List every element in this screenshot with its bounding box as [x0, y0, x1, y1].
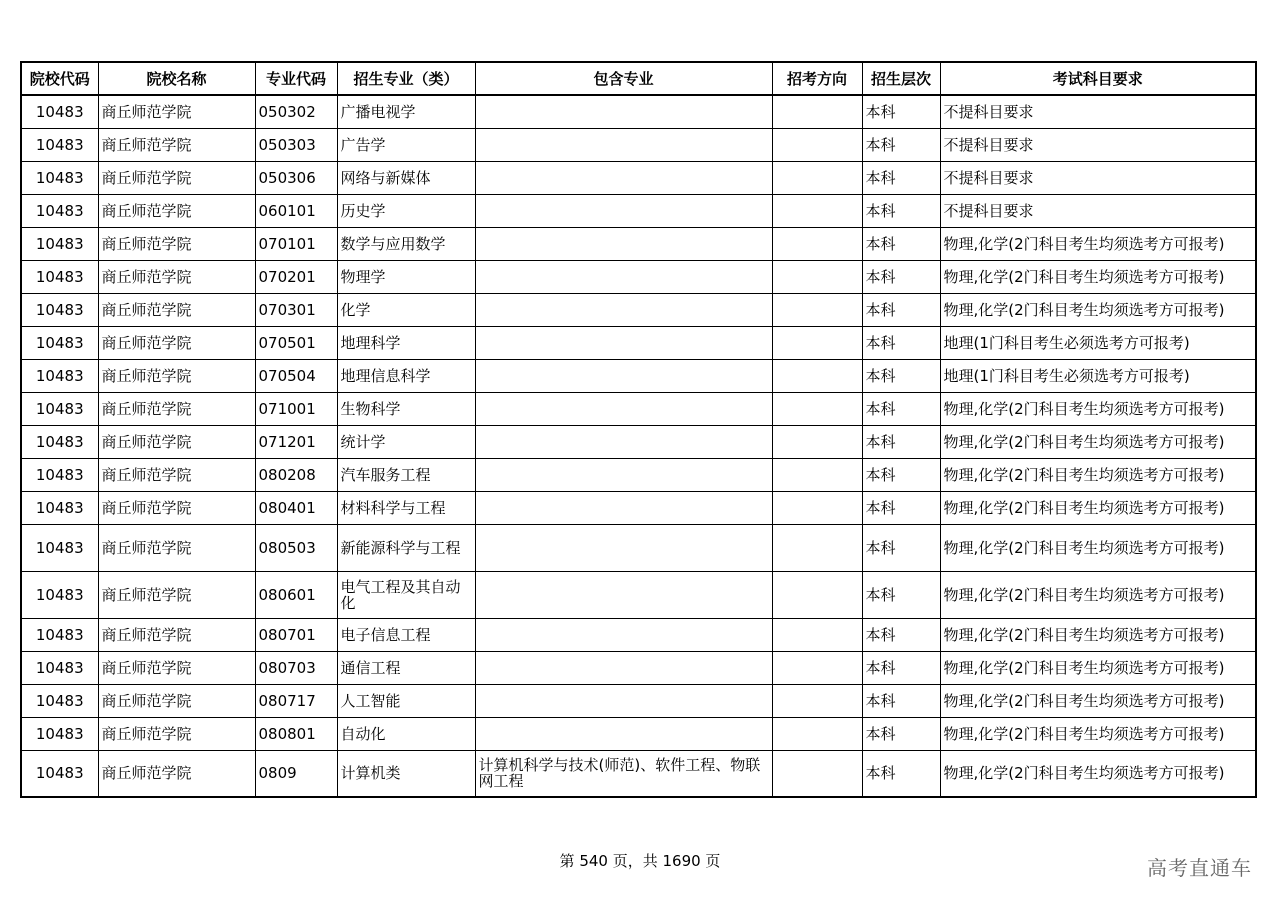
- cell-major-code: 080701: [255, 618, 337, 651]
- cell-school-name: 商丘师范学院: [98, 392, 255, 425]
- cell-level: 本科: [862, 750, 940, 797]
- table-row: [21, 194, 1256, 227]
- cell-includes: [475, 260, 772, 293]
- cell-direction: [772, 651, 862, 684]
- cell-major-code: 080717: [255, 684, 337, 717]
- cell-school-name: 商丘师范学院: [98, 684, 255, 717]
- table-row: [21, 717, 1256, 750]
- cell-school-name: 商丘师范学院: [98, 458, 255, 491]
- cell-direction: [772, 161, 862, 194]
- cell-school-code: 10483: [21, 95, 98, 128]
- cell-level: 本科: [862, 293, 940, 326]
- cell-major: 网络与新媒体: [337, 161, 475, 194]
- cell-major-code: 070501: [255, 326, 337, 359]
- cell-includes: [475, 194, 772, 227]
- cell-level: 本科: [862, 571, 940, 618]
- cell-direction: [772, 717, 862, 750]
- cell-includes: [475, 458, 772, 491]
- cell-major: 统计学: [337, 425, 475, 458]
- cell-direction: [772, 750, 862, 797]
- cell-level: 本科: [862, 161, 940, 194]
- cell-includes: [475, 161, 772, 194]
- cell-level: 本科: [862, 260, 940, 293]
- table-row: [21, 458, 1256, 491]
- cell-school-code: 10483: [21, 684, 98, 717]
- header-school-code: 院校代码: [21, 62, 98, 95]
- cell-requirements: 物理,化学(2门科目考生均须选考方可报考): [940, 750, 1256, 797]
- header-major: 招生专业（类）: [337, 62, 475, 95]
- cell-direction: [772, 684, 862, 717]
- table-body: [21, 95, 1256, 797]
- cell-includes: [475, 227, 772, 260]
- cell-level: 本科: [862, 392, 940, 425]
- cell-includes: [475, 128, 772, 161]
- cell-requirements: 不提科目要求: [940, 95, 1256, 128]
- cell-major: 电气工程及其自动化: [337, 571, 475, 618]
- cell-major: 化学: [337, 293, 475, 326]
- table-row: [21, 524, 1256, 571]
- cell-school-code: 10483: [21, 227, 98, 260]
- cell-level: 本科: [862, 95, 940, 128]
- table-row: [21, 326, 1256, 359]
- cell-school-name: 商丘师范学院: [98, 651, 255, 684]
- cell-direction: [772, 194, 862, 227]
- cell-level: 本科: [862, 194, 940, 227]
- cell-major-code: 060101: [255, 194, 337, 227]
- cell-school-name: 商丘师范学院: [98, 359, 255, 392]
- cell-school-name: 商丘师范学院: [98, 293, 255, 326]
- cell-level: 本科: [862, 425, 940, 458]
- cell-school-name: 商丘师范学院: [98, 194, 255, 227]
- table-row: [21, 571, 1256, 618]
- cell-requirements: 物理,化学(2门科目考生均须选考方可报考): [940, 260, 1256, 293]
- table-row: [21, 684, 1256, 717]
- cell-major-code: 080503: [255, 524, 337, 571]
- cell-direction: [772, 571, 862, 618]
- table-row: [21, 618, 1256, 651]
- cell-requirements: 物理,化学(2门科目考生均须选考方可报考): [940, 717, 1256, 750]
- cell-level: 本科: [862, 717, 940, 750]
- cell-level: 本科: [862, 227, 940, 260]
- cell-major: 计算机类: [337, 750, 475, 797]
- cell-includes: [475, 392, 772, 425]
- header-requirements: 考试科目要求: [940, 62, 1256, 95]
- cell-requirements: 物理,化学(2门科目考生均须选考方可报考): [940, 491, 1256, 524]
- cell-school-name: 商丘师范学院: [98, 227, 255, 260]
- cell-school-name: 商丘师范学院: [98, 128, 255, 161]
- cell-requirements: 物理,化学(2门科目考生均须选考方可报考): [940, 571, 1256, 618]
- page-number: 第 540 页，共 1690 页: [559, 852, 721, 870]
- cell-requirements: 不提科目要求: [940, 161, 1256, 194]
- cell-major-code: 070504: [255, 359, 337, 392]
- cell-major-code: 050306: [255, 161, 337, 194]
- cell-direction: [772, 227, 862, 260]
- cell-major: 电子信息工程: [337, 618, 475, 651]
- cell-school-code: 10483: [21, 326, 98, 359]
- cell-requirements: 物理,化学(2门科目考生均须选考方可报考): [940, 524, 1256, 571]
- cell-school-name: 商丘师范学院: [98, 524, 255, 571]
- cell-major: 地理信息科学: [337, 359, 475, 392]
- cell-direction: [772, 359, 862, 392]
- cell-includes: [475, 359, 772, 392]
- cell-major: 生物科学: [337, 392, 475, 425]
- cell-school-code: 10483: [21, 260, 98, 293]
- cell-major: 新能源科学与工程: [337, 524, 475, 571]
- cell-includes: [475, 95, 772, 128]
- cell-school-code: 10483: [21, 194, 98, 227]
- cell-includes: [475, 293, 772, 326]
- cell-direction: [772, 95, 862, 128]
- cell-level: 本科: [862, 326, 940, 359]
- cell-requirements: 不提科目要求: [940, 194, 1256, 227]
- cell-major: 自动化: [337, 717, 475, 750]
- cell-major-code: 070301: [255, 293, 337, 326]
- cell-major: 汽车服务工程: [337, 458, 475, 491]
- header-direction: 招考方向: [772, 62, 862, 95]
- cell-includes: [475, 618, 772, 651]
- table-row: [21, 260, 1256, 293]
- cell-major-code: 071201: [255, 425, 337, 458]
- cell-major-code: 080703: [255, 651, 337, 684]
- cell-school-name: 商丘师范学院: [98, 161, 255, 194]
- cell-school-name: 商丘师范学院: [98, 260, 255, 293]
- header-level: 招生层次: [862, 62, 940, 95]
- cell-school-code: 10483: [21, 425, 98, 458]
- cell-major-code: 080801: [255, 717, 337, 750]
- cell-requirements: 物理,化学(2门科目考生均须选考方可报考): [940, 392, 1256, 425]
- cell-school-code: 10483: [21, 491, 98, 524]
- cell-includes: [475, 571, 772, 618]
- cell-major: 地理科学: [337, 326, 475, 359]
- cell-direction: [772, 326, 862, 359]
- cell-school-name: 商丘师范学院: [98, 750, 255, 797]
- cell-school-name: 商丘师范学院: [98, 571, 255, 618]
- watermark: 高考直通车: [1147, 856, 1252, 880]
- cell-requirements: 地理(1门科目考生必须选考方可报考): [940, 326, 1256, 359]
- cell-school-code: 10483: [21, 571, 98, 618]
- cell-level: 本科: [862, 359, 940, 392]
- cell-major: 物理学: [337, 260, 475, 293]
- cell-requirements: 地理(1门科目考生必须选考方可报考): [940, 359, 1256, 392]
- cell-major-code: 070101: [255, 227, 337, 260]
- cell-school-name: 商丘师范学院: [98, 326, 255, 359]
- cell-major-code: 080601: [255, 571, 337, 618]
- cell-major: 通信工程: [337, 651, 475, 684]
- cell-school-code: 10483: [21, 750, 98, 797]
- cell-requirements: 不提科目要求: [940, 128, 1256, 161]
- cell-school-code: 10483: [21, 359, 98, 392]
- cell-level: 本科: [862, 651, 940, 684]
- table-row: [21, 95, 1256, 128]
- cell-level: 本科: [862, 524, 940, 571]
- cell-requirements: 物理,化学(2门科目考生均须选考方可报考): [940, 618, 1256, 651]
- cell-school-name: 商丘师范学院: [98, 618, 255, 651]
- table-row: [21, 293, 1256, 326]
- cell-level: 本科: [862, 128, 940, 161]
- table-row: [21, 491, 1256, 524]
- table-row: [21, 392, 1256, 425]
- cell-includes: [475, 717, 772, 750]
- cell-direction: [772, 524, 862, 571]
- cell-school-code: 10483: [21, 392, 98, 425]
- cell-school-code: 10483: [21, 524, 98, 571]
- cell-school-code: 10483: [21, 618, 98, 651]
- cell-school-code: 10483: [21, 458, 98, 491]
- cell-direction: [772, 425, 862, 458]
- cell-major: 材料科学与工程: [337, 491, 475, 524]
- cell-major-code: 0809: [255, 750, 337, 797]
- cell-major-code: 080401: [255, 491, 337, 524]
- cell-level: 本科: [862, 458, 940, 491]
- cell-school-name: 商丘师范学院: [98, 491, 255, 524]
- cell-direction: [772, 293, 862, 326]
- cell-school-code: 10483: [21, 128, 98, 161]
- header-row: [21, 62, 1256, 95]
- cell-includes: [475, 326, 772, 359]
- cell-includes: [475, 425, 772, 458]
- table-row: [21, 359, 1256, 392]
- cell-major-code: 080208: [255, 458, 337, 491]
- table-row: [21, 651, 1256, 684]
- table-row: [21, 128, 1256, 161]
- cell-level: 本科: [862, 684, 940, 717]
- cell-school-code: 10483: [21, 717, 98, 750]
- header-includes: 包含专业: [475, 62, 772, 95]
- cell-includes: [475, 491, 772, 524]
- cell-includes: [475, 524, 772, 571]
- cell-school-code: 10483: [21, 651, 98, 684]
- cell-direction: [772, 458, 862, 491]
- cell-level: 本科: [862, 618, 940, 651]
- cell-requirements: 物理,化学(2门科目考生均须选考方可报考): [940, 458, 1256, 491]
- cell-major: 广告学: [337, 128, 475, 161]
- cell-school-code: 10483: [21, 293, 98, 326]
- cell-direction: [772, 392, 862, 425]
- cell-requirements: 物理,化学(2门科目考生均须选考方可报考): [940, 651, 1256, 684]
- cell-major-code: 050303: [255, 128, 337, 161]
- cell-school-name: 商丘师范学院: [98, 95, 255, 128]
- cell-includes: [475, 651, 772, 684]
- cell-direction: [772, 260, 862, 293]
- cell-major: 历史学: [337, 194, 475, 227]
- cell-requirements: 物理,化学(2门科目考生均须选考方可报考): [940, 425, 1256, 458]
- cell-direction: [772, 491, 862, 524]
- cell-school-code: 10483: [21, 161, 98, 194]
- cell-major: 人工智能: [337, 684, 475, 717]
- cell-direction: [772, 618, 862, 651]
- cell-includes: 计算机科学与技术(师范)、软件工程、物联网工程: [475, 750, 772, 797]
- cell-includes: [475, 684, 772, 717]
- cell-major-code: 070201: [255, 260, 337, 293]
- cell-major: 数学与应用数学: [337, 227, 475, 260]
- cell-major-code: 050302: [255, 95, 337, 128]
- header-school-name: 院校名称: [98, 62, 255, 95]
- cell-major: 广播电视学: [337, 95, 475, 128]
- table-row: [21, 750, 1256, 797]
- table-row: [21, 227, 1256, 260]
- cell-major-code: 071001: [255, 392, 337, 425]
- cell-requirements: 物理,化学(2门科目考生均须选考方可报考): [940, 227, 1256, 260]
- cell-school-name: 商丘师范学院: [98, 425, 255, 458]
- cell-direction: [772, 128, 862, 161]
- table-row: [21, 161, 1256, 194]
- cell-school-name: 商丘师范学院: [98, 717, 255, 750]
- admission-table: [20, 61, 1257, 798]
- header-major-code: 专业代码: [255, 62, 337, 95]
- cell-requirements: 物理,化学(2门科目考生均须选考方可报考): [940, 684, 1256, 717]
- cell-requirements: 物理,化学(2门科目考生均须选考方可报考): [940, 293, 1256, 326]
- cell-level: 本科: [862, 491, 940, 524]
- table-row: [21, 425, 1256, 458]
